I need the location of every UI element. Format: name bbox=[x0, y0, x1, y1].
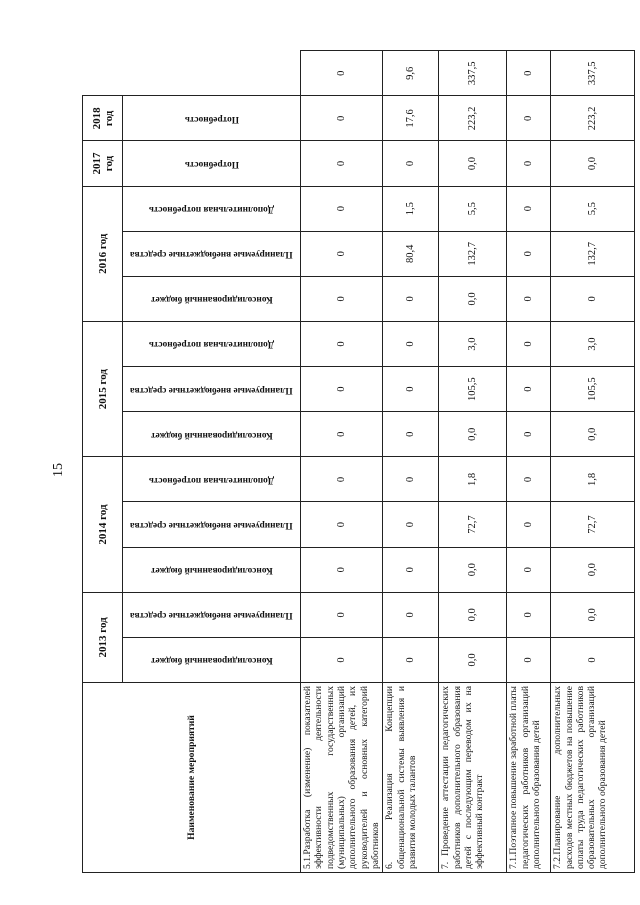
value-cell: 0 bbox=[507, 276, 551, 321]
year-2013-header: 2013 год bbox=[83, 592, 123, 682]
subheader-consolidated: Консолидированный бюджет bbox=[123, 276, 301, 321]
value-cell: 0 bbox=[301, 592, 383, 637]
value-cell: 337,5 bbox=[551, 51, 635, 96]
value-cell: 0 bbox=[507, 457, 551, 502]
subheader-consolidated: Консолидированный бюджет bbox=[123, 547, 301, 592]
subheader-need: Потребность bbox=[123, 96, 301, 141]
value-cell: 0 bbox=[383, 637, 439, 682]
subheader-additional: Дополнительная потребность bbox=[123, 321, 301, 366]
value-cell: 0 bbox=[301, 186, 383, 231]
value-cell: 0 bbox=[507, 367, 551, 412]
value-cell: 0 bbox=[507, 51, 551, 96]
value-cell: 1,5 bbox=[383, 186, 439, 231]
value-cell: 3,0 bbox=[551, 321, 635, 366]
table-row bbox=[551, 51, 635, 873]
value-cell: 132,7 bbox=[551, 231, 635, 276]
value-cell: 0 bbox=[301, 457, 383, 502]
year-2014-header: 2014 год bbox=[83, 457, 123, 592]
value-cell: 72,7 bbox=[551, 502, 635, 547]
table-row bbox=[383, 51, 439, 873]
row-name-cell: 5.1.Разработка (изменение) показателей эффективности деятельности подведомственных государственных (муниципальных) организаций дополнительного образования детей, их руководителей и основных категорий работников bbox=[301, 683, 383, 873]
subheader-additional: Дополнительная потребность bbox=[123, 186, 301, 231]
value-cell: 0 bbox=[301, 321, 383, 366]
value-cell: 0 bbox=[301, 412, 383, 457]
subheader-planned: Планируемые внебюджетные средства bbox=[123, 592, 301, 637]
value-cell: 0 bbox=[301, 51, 383, 96]
value-cell: 0 bbox=[507, 502, 551, 547]
value-cell: 0,0 bbox=[439, 547, 507, 592]
rotated-table-frame bbox=[82, 51, 609, 873]
value-cell: 0 bbox=[383, 321, 439, 366]
value-cell: 1,8 bbox=[439, 457, 507, 502]
value-cell: 0 bbox=[507, 141, 551, 186]
value-cell: 223,2 bbox=[551, 96, 635, 141]
table-row bbox=[301, 51, 383, 873]
value-cell: 0,0 bbox=[439, 412, 507, 457]
value-cell: 0 bbox=[383, 457, 439, 502]
value-cell: 0 bbox=[383, 276, 439, 321]
year-2018-header: 2018 год bbox=[83, 96, 123, 141]
value-cell: 0,0 bbox=[551, 592, 635, 637]
value-cell: 0 bbox=[507, 321, 551, 366]
value-cell: 0 bbox=[301, 231, 383, 276]
value-cell: 72,7 bbox=[439, 502, 507, 547]
row-name-cell: 7.2.Планирование дополнительных расходов местных бюджетов на повышение оплаты труда педагогических работников образовательных организаций дополнительного образования детей bbox=[551, 683, 635, 873]
value-cell: 0 bbox=[383, 367, 439, 412]
value-cell: 0 bbox=[383, 141, 439, 186]
value-cell: 17,6 bbox=[383, 96, 439, 141]
year-2017-header: 2017 год bbox=[83, 141, 123, 186]
value-cell: 0 bbox=[301, 276, 383, 321]
subheader-planned: Планируемые внебюджетные средства bbox=[123, 367, 301, 412]
value-cell: 3,0 bbox=[439, 321, 507, 366]
value-cell: 0,0 bbox=[439, 592, 507, 637]
value-cell: 0,0 bbox=[439, 141, 507, 186]
value-cell: 0 bbox=[507, 592, 551, 637]
value-cell: 0,0 bbox=[551, 412, 635, 457]
value-cell: 223,2 bbox=[439, 96, 507, 141]
value-cell: 0 bbox=[383, 412, 439, 457]
value-cell: 0,0 bbox=[439, 276, 507, 321]
year-2016-header: 2016 год bbox=[83, 186, 123, 321]
value-cell: 337,5 bbox=[439, 51, 507, 96]
page-number: 15 bbox=[51, 463, 66, 477]
value-cell: 0 bbox=[507, 412, 551, 457]
value-cell: 0 bbox=[383, 502, 439, 547]
value-cell: 1,8 bbox=[551, 457, 635, 502]
value-cell: 0 bbox=[301, 637, 383, 682]
value-cell: 0 bbox=[507, 186, 551, 231]
value-cell: 0 bbox=[301, 96, 383, 141]
value-cell: 0 bbox=[551, 276, 635, 321]
subheader-planned: Планируемые внебюджетные средства bbox=[123, 502, 301, 547]
subheader-consolidated: Консолидированный бюджет bbox=[123, 412, 301, 457]
value-cell: 0,0 bbox=[551, 547, 635, 592]
row-name-cell: 7.1.Поэтапное повышение заработной платы педагогических работников организаций дополнительного образования детей bbox=[507, 683, 551, 873]
value-cell: 0 bbox=[383, 547, 439, 592]
value-cell: 0 bbox=[383, 592, 439, 637]
subheader-planned: Планируемые внебюджетные средства bbox=[123, 231, 301, 276]
value-cell: 0 bbox=[301, 547, 383, 592]
value-cell: 0,0 bbox=[439, 637, 507, 682]
value-cell: 132,7 bbox=[439, 231, 507, 276]
year-2015-header: 2015 год bbox=[83, 321, 123, 456]
value-cell: 0 bbox=[507, 547, 551, 592]
value-cell: 105,5 bbox=[551, 367, 635, 412]
value-cell: 0 bbox=[507, 637, 551, 682]
subheader-additional: Дополнительная потребность bbox=[123, 457, 301, 502]
header-row-years bbox=[83, 51, 123, 873]
table-row bbox=[439, 51, 507, 873]
row-name-cell: 7. Проведение аттестации педагогических работников дополнительного образования детей с последующим переводом их на эффективный контракт bbox=[439, 683, 507, 873]
value-cell: 105,5 bbox=[439, 367, 507, 412]
value-cell: 0 bbox=[301, 367, 383, 412]
value-cell: 0 bbox=[301, 141, 383, 186]
value-cell: 0,0 bbox=[551, 141, 635, 186]
value-cell: 0 bbox=[507, 96, 551, 141]
value-cell: 9,6 bbox=[383, 51, 439, 96]
value-cell: 0 bbox=[301, 502, 383, 547]
subheader-consolidated: Консолидированный бюджет bbox=[123, 637, 301, 682]
value-cell: 0 bbox=[551, 637, 635, 682]
budget-table bbox=[82, 50, 635, 873]
value-cell: 80,4 bbox=[383, 231, 439, 276]
subheader-need: Потребность bbox=[123, 141, 301, 186]
value-cell: 0 bbox=[507, 231, 551, 276]
name-column-header: Наименование мероприятий bbox=[83, 683, 301, 873]
value-cell: 5,5 bbox=[551, 186, 635, 231]
row-name-cell: 6. Реализация Концепции общенациональной системы выявления и развития молодых талантов bbox=[383, 683, 439, 873]
value-cell: 5,5 bbox=[439, 186, 507, 231]
table-row bbox=[507, 51, 551, 873]
